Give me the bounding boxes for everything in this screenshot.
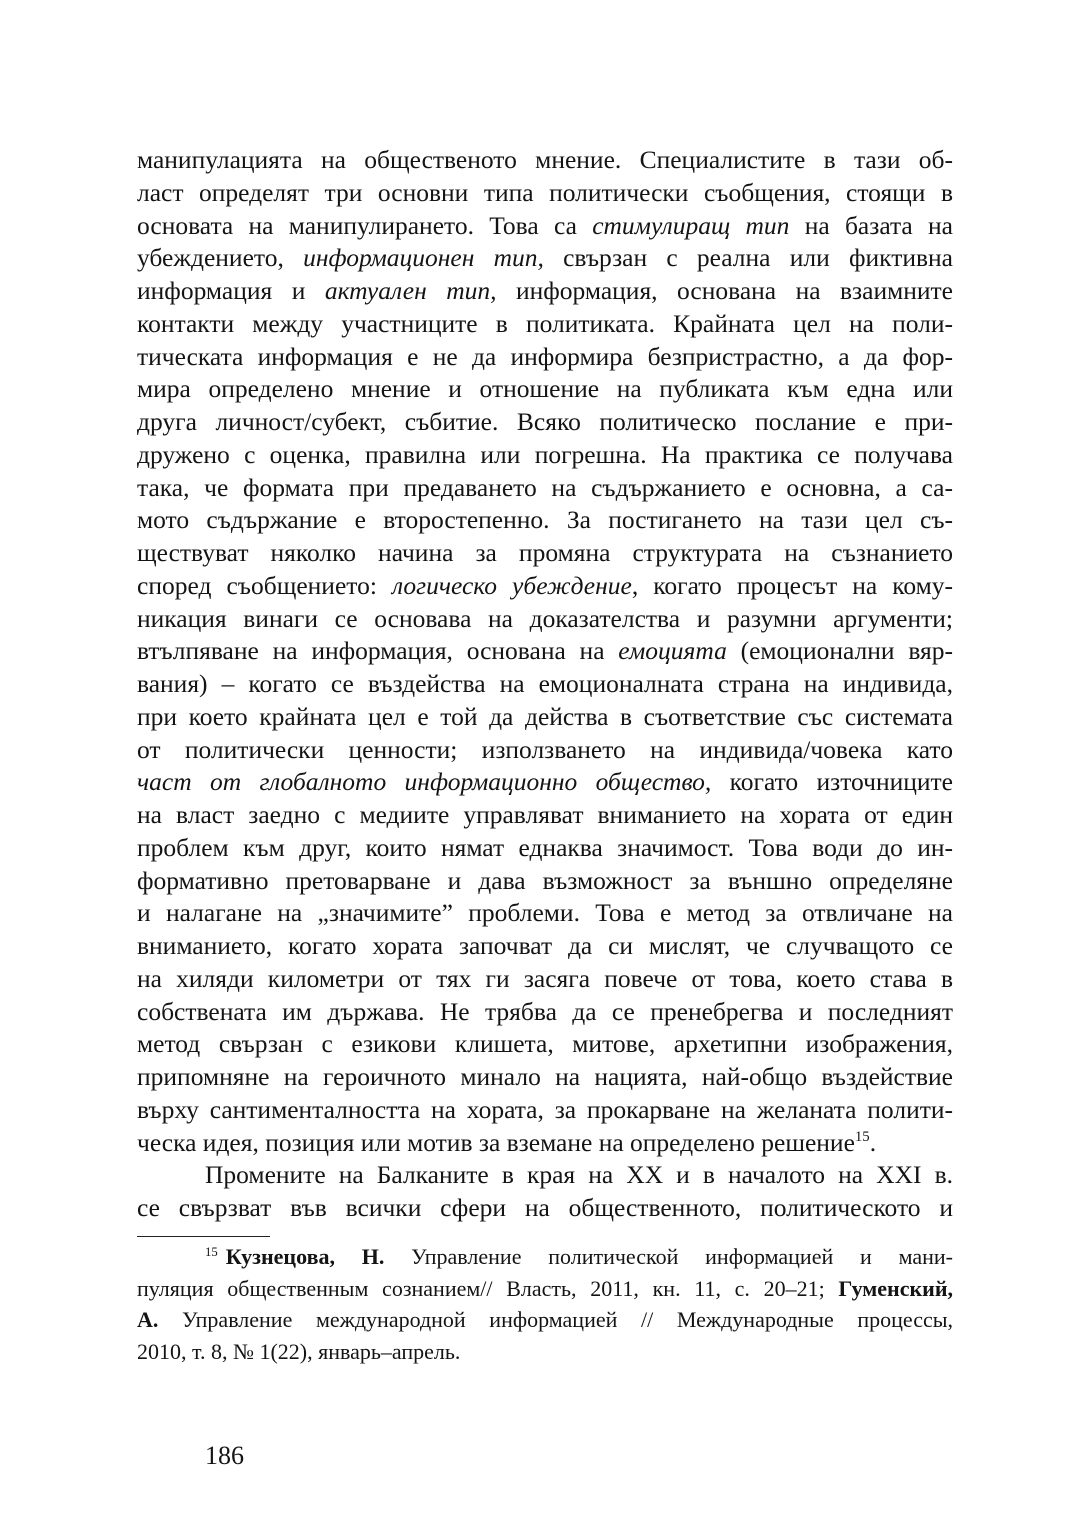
text-run: друга личност/субект, събитие. Всяко политическо послание е при- [137, 407, 953, 436]
text-line [137, 832, 953, 865]
text-run: на хиляди километри от тях ги засяга повече от това, което става в [137, 963, 953, 993]
text-run: и налагане на „значимите” проблеми. Това е метод за отвличане на [137, 898, 953, 928]
text-line [137, 1127, 953, 1160]
text-line [137, 210, 953, 243]
text-line [137, 570, 953, 603]
footnote-line [137, 1273, 953, 1305]
text-line [137, 865, 953, 898]
footnote-rule [137, 1236, 270, 1237]
text-line [137, 701, 953, 734]
text-run: от политически ценности; използването на индивида/човека като [137, 734, 953, 764]
text-line [137, 439, 953, 472]
footnote-reference[interactable]: 15 [854, 1129, 870, 1146]
author-name: А. [137, 1307, 159, 1333]
citation-text: Управление международной информацией // Международные процессы, [158, 1307, 953, 1333]
text-run: информация, основана на взаимните [496, 276, 953, 305]
text-run: ческа идея, позиция или мотив за вземане на определено решение [137, 1127, 855, 1157]
text-run: основата на манипулирането. Това са [137, 210, 593, 240]
text-run: , когато процесът на кому- [631, 570, 954, 600]
text-run: тическата информация е не да информира безпристрастно, а да фор- [137, 341, 953, 371]
text-run: манипулацията на общественото мнение. Специалистите в тази об- [137, 145, 953, 174]
emphasis-text: част от глобалното информационно общество, [137, 767, 712, 797]
text-run: ласт определят три основни типа политически съобщения, стоящи в [137, 177, 953, 207]
citation-text: 2010, т. 8, № 1(22), январь–апрель. [137, 1339, 461, 1365]
emphasis-text: актуален тип, [324, 276, 497, 305]
text-line [137, 766, 953, 799]
text-line [137, 930, 953, 963]
text-run: мото съдържание е второстепенно. За постигането на тази цел съ- [137, 505, 953, 535]
citation-text: Управление политической информацией и мани- [384, 1244, 953, 1269]
author-name: Кузнецова, Н. [225, 1244, 385, 1269]
text-line [137, 537, 953, 570]
emphasis-text: емоцията [618, 636, 727, 666]
text-line [137, 799, 953, 832]
text-line [137, 1192, 953, 1225]
text-line [137, 897, 953, 930]
text-run: дружено с оценка, правилна или погрешна. На практика се получава [137, 439, 953, 469]
body-text [137, 144, 953, 1225]
text-run: проблем към друг, които нямат еднаква значимост. Това води до ин- [137, 832, 953, 862]
text-run: . [869, 1127, 877, 1157]
text-line [137, 1094, 953, 1127]
text-line [137, 406, 953, 439]
text-run: според съобщението: [137, 570, 392, 600]
text-run: формативно претоварване и дава възможност за външно определяне [137, 865, 953, 895]
text-run: когато източниците [711, 767, 953, 797]
text-line [137, 308, 953, 341]
text-line [137, 177, 953, 210]
text-line [137, 668, 953, 701]
text-line [137, 242, 953, 275]
text-run: Промените на Балканите в края на XX и в началото на XXI в. [205, 1160, 953, 1190]
text-run: при което крайната цел е той да действа в съответствие със системата [137, 701, 953, 731]
text-line [137, 472, 953, 505]
text-line [137, 373, 953, 406]
emphasis-text: информационен тип, [303, 243, 544, 273]
text-run: вания) – когато се въздейства на емоционалната страна на индивида, [137, 669, 953, 698]
text-run: информация и [137, 276, 325, 305]
footnote-marker: 15 [205, 1245, 218, 1260]
text-run: втълпяване на информация, основана на [137, 636, 619, 666]
paragraph-first-line [137, 1159, 953, 1192]
text-run: никация винаги се основава на доказателства и разумни аргументи; [137, 603, 953, 633]
text-line [137, 635, 953, 668]
text-run: мира определено мнение и отношение на публиката към една или [137, 374, 953, 404]
text-run: вниманието, когато хората започват да си мислят, че случващото се [137, 931, 953, 960]
text-line [137, 963, 953, 996]
text-run: собствената им държава. Не трябва да се пренебрегва и последният [137, 996, 953, 1026]
text-line [137, 144, 953, 177]
text-run: (емоционални вяр- [726, 636, 954, 666]
text-run: така, че формата при предаването на съдържанието е основна, а са- [137, 472, 953, 502]
text-line [137, 603, 953, 636]
author-name: Гуменский, [838, 1275, 953, 1301]
footnote-line [137, 1241, 953, 1273]
text-line [137, 1028, 953, 1061]
text-run: ществуват няколко начина за промяна структурата на съзнанието [137, 538, 953, 567]
text-line [137, 504, 953, 537]
text-run: убеждението, [137, 243, 304, 273]
text-run: на базата на [789, 210, 954, 240]
page-number: 186 [205, 1441, 244, 1470]
text-run: контакти между участниците в политиката. Крайната цел на поли- [137, 308, 953, 338]
text-run: върху сантименталността на хората, за прокарване на желаната полити- [137, 1094, 953, 1124]
footnote-line [137, 1336, 953, 1368]
text-line [137, 996, 953, 1029]
text-line [137, 1061, 953, 1094]
text-line [137, 341, 953, 374]
text-line [137, 275, 953, 308]
text-run: на власт заедно с медиите управляват вниманието на хората от един [137, 800, 953, 829]
emphasis-text: логическо убеждение [391, 570, 632, 600]
text-run: свързан с реална или фиктивна [543, 243, 953, 273]
emphasis-text: стимулиращ тип [592, 210, 790, 240]
text-run: се свързват във всички сфери на общественното, политическото и [137, 1193, 953, 1222]
footnote-line [137, 1304, 953, 1336]
citation-text: пуляция общественным сознанием// Власть, 2011, кн. 11, с. 20–21; [137, 1275, 839, 1301]
text-line [137, 734, 953, 767]
text-run: припомняне на героичното минало на нацията, най-общо въздействие [137, 1062, 953, 1091]
text-run: метод свързан с езикови клишета, митове, архетипни изображения, [137, 1029, 953, 1059]
footnote [137, 1241, 953, 1368]
